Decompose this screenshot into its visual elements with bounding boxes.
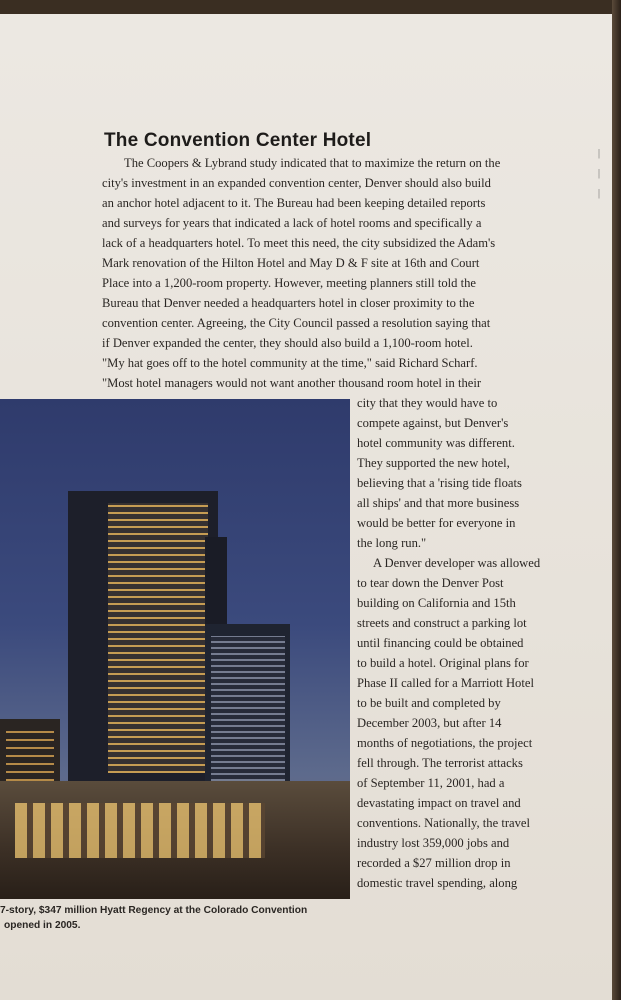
body-line: "Most hotel managers would not want another thousand room hotel in their — [102, 376, 482, 390]
hotel-side-wing — [205, 624, 290, 784]
body-line: Place into a 1,200-room property. However, meeting planners still told the — [102, 276, 476, 290]
body-line: Bureau that Denver needed a headquarters hotel in closer proximity to the — [102, 296, 475, 310]
column-line: would be better for everyone in — [357, 516, 516, 530]
column-line: city that they would have to — [357, 396, 498, 410]
column-line: fell through. The terrorist attacks — [357, 756, 523, 770]
caption-line-1: 7-story, $347 million Hyatt Regency at the Colorado Convention — [0, 905, 308, 916]
body-line: lack of a headquarters hotel. To meet this need, the city subsidized the Adam's — [102, 236, 496, 250]
photo-caption — [0, 903, 356, 933]
body-line: "My hat goes off to the hotel community at the time," said Richard Scharf. — [102, 356, 478, 370]
column-line: A Denver developer was allowed — [373, 556, 541, 570]
column-line: to build a hotel. Original plans for — [357, 656, 529, 670]
column-line: to tear down the Denver Post — [357, 576, 504, 590]
page-edge-shadow — [612, 0, 621, 1000]
body-line: The Coopers & Lybrand study indicated that to maximize the return on the — [124, 156, 501, 170]
section-title: The Convention Center Hotel — [104, 130, 372, 151]
body-line: city's investment in an expanded convention center, Denver should also build — [102, 176, 491, 190]
column-line: devastating impact on travel and — [357, 796, 521, 810]
column-line: to be built and completed by — [357, 696, 501, 710]
column-line: until financing could be obtained — [357, 636, 524, 650]
column-line: December 2003, but after 14 — [357, 716, 502, 730]
body-line: an anchor hotel adjacent to it. The Bureau had been keeping detailed reports — [102, 196, 486, 210]
body-line: and surveys for years that indicated a lack of hotel rooms and specifically a — [102, 216, 482, 230]
column-line: domestic travel spending, along — [357, 876, 518, 890]
column-line: of September 11, 2001, had a — [357, 776, 505, 790]
column-line: building on California and 15th — [357, 596, 516, 610]
column-line: conventions. Nationally, the travel — [357, 816, 530, 830]
column-line: recorded a $27 million drop in — [357, 856, 511, 870]
hotel-photo — [0, 399, 350, 899]
hotel-tower — [68, 491, 218, 781]
column-line: the long run." — [357, 536, 427, 550]
tower-spire — [205, 537, 227, 632]
column-line: industry lost 359,000 jobs and — [357, 836, 510, 850]
column-line: believing that a 'rising tide floats — [357, 476, 522, 490]
column-line: months of negotiations, the project — [357, 736, 533, 750]
margin-marks: | | | — [597, 148, 600, 199]
column-line: Phase II called for a Marriott Hotel — [357, 676, 534, 690]
body-line: Mark renovation of the Hilton Hotel and May D & F site at 16th and Court — [102, 256, 480, 270]
body-line: if Denver expanded the center, they should also build a 1,100-room hotel. — [102, 336, 473, 350]
column-line: streets and construct a parking lot — [357, 616, 527, 630]
body-line: convention center. Agreeing, the City Council passed a resolution saying that — [102, 316, 491, 330]
column-line: hotel community was different. — [357, 436, 515, 450]
convention-podium — [0, 781, 350, 899]
column-line: all ships' and that more business — [357, 496, 520, 510]
caption-line-2: opened in 2005. — [4, 920, 81, 931]
column-line: They supported the new hotel, — [357, 456, 510, 470]
column-line: compete against, but Denver's — [357, 416, 509, 430]
book-page — [0, 14, 612, 1000]
